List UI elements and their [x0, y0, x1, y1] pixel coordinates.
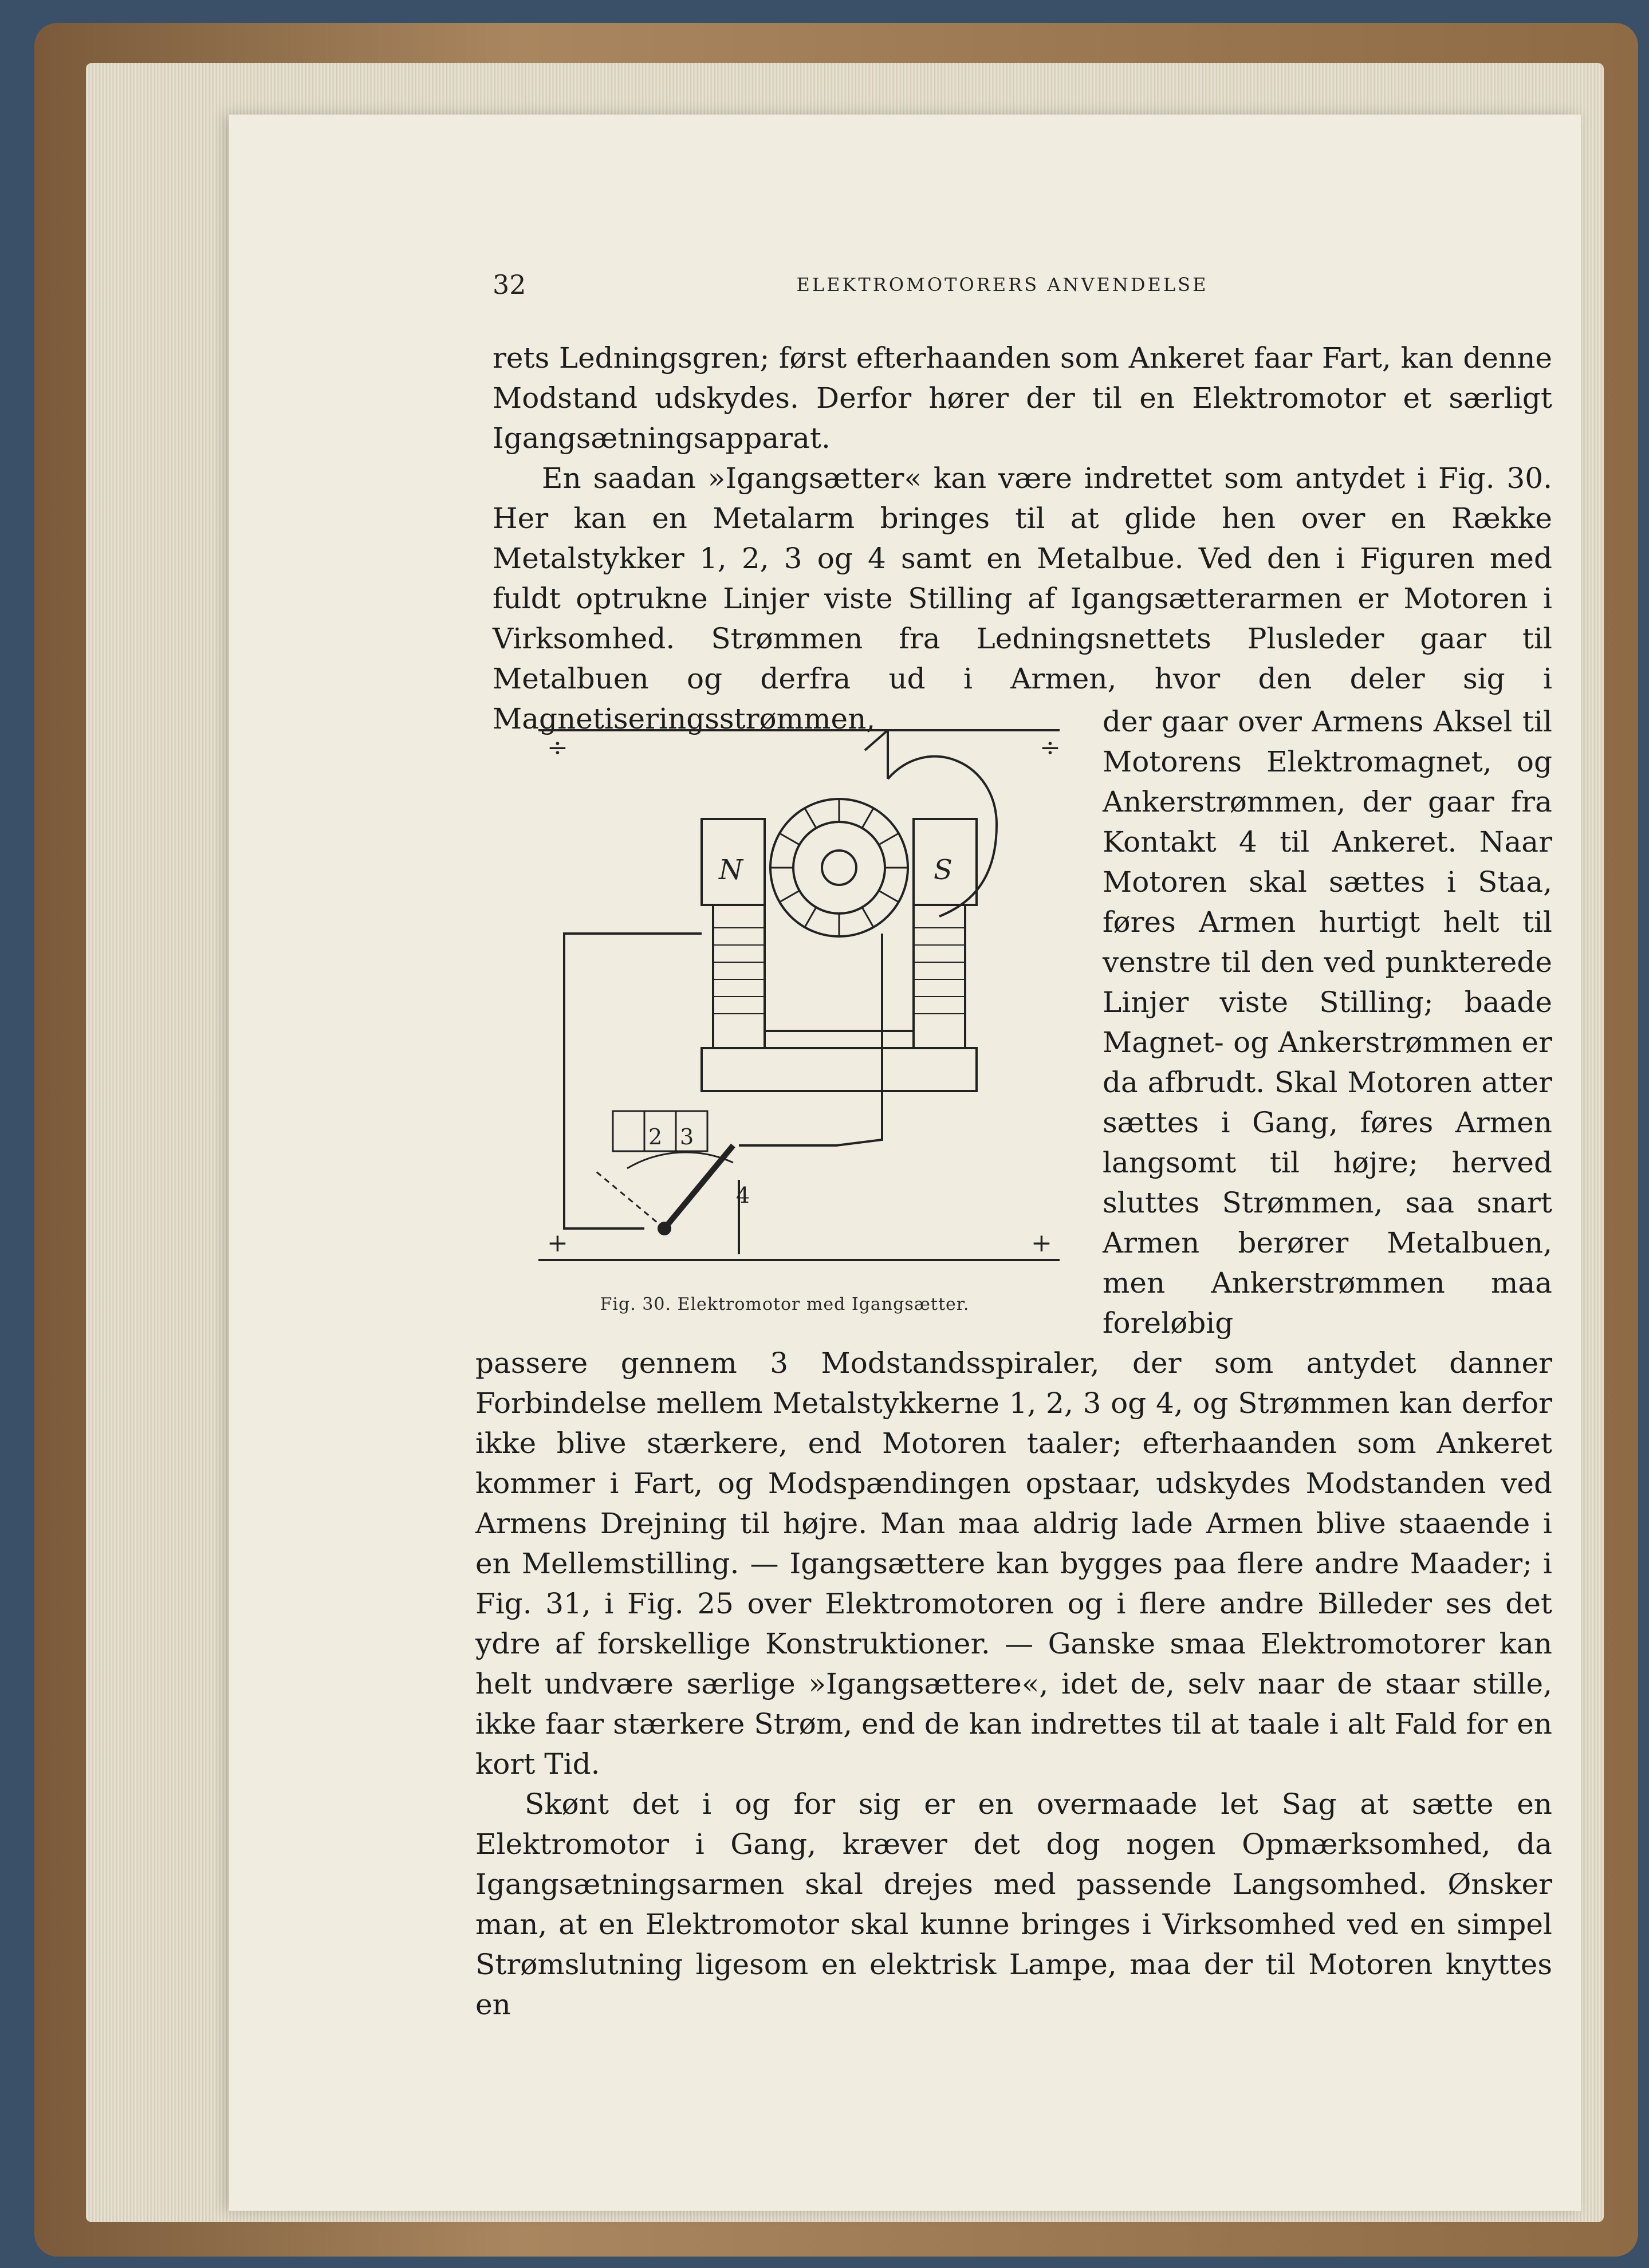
armature-lead — [739, 934, 882, 1145]
motor-starter-diagram — [493, 710, 1077, 1289]
paragraph: passere gennem 3 Modstandsspiraler, der som antydet danner Forbindelse mellem Metalstykkerne 1, 2, 3 og 4, og Strømmen kan derfor ikke blive stærkere, end Motoren taaler; efterhaanden som Ankeret kommer i Fart, og Modspændingen opstaar, udskydes Modstanden ved Armens Drejning til højre. Man maa aldrig lade Armen blive staaende i en Mellemstilling. — Igangsættere kan bygges paa flere andre Maader; i Fig. 31, i Fig. 25 over Elektromotoren og i flere andre Billeder ses det ydre af forskellige Konstruktioner. — Ganske smaa Elektromotorer kan helt undvære særlige »Igangsættere«, idet de, selv naar de staar stille, ikke faar stærkere Strøm, end de kan indrettes til at taale i alt Fald for en kort Tid. — [475, 1346, 1552, 1781]
page-number: 32 — [493, 269, 526, 300]
starter-arm — [664, 1145, 733, 1228]
yoke — [702, 1048, 977, 1091]
plus-sign-left: + — [547, 1228, 568, 1258]
text-block-top — [493, 338, 1552, 739]
armature-inner — [793, 822, 885, 914]
paragraph: rets Ledningsgren; først efterhaanden som Ankeret faar Fart, kan denne Modstand udskydes. Derfor hører der til en Elektromotor et særligt Igangsætningsapparat. — [493, 341, 1552, 455]
south-pole-label: S — [934, 854, 953, 886]
contact-3-label: 3 — [680, 1124, 694, 1149]
page-header — [493, 269, 1489, 309]
running-head: ELEKTROMOTORERS ANVENDELSE — [796, 274, 1209, 296]
text-block-side — [1103, 702, 1552, 1343]
paragraph: En saadan »Igangsætter« kan være indrettet som antydet i Fig. 30. Her kan en Metalarm bringes til at glide hen over en Række Metalstykker 1, 2, 3 og 4 samt en Metalbue. Ved den i Figuren med fuldt optrukne Linjer viste Stilling af Igangsætterarmen er Motoren i Virksomhed. Strømmen fra Ledningsnettets Plusleder gaar til Metalbuen og derfra ud i Armen, hvor den deler sig i Magnetiseringsstrømmen, — [493, 462, 1552, 735]
minus-sign-right: ÷ — [1040, 733, 1061, 762]
plus-sign-right: + — [1031, 1228, 1052, 1258]
left-field-coil — [713, 905, 765, 1048]
contact-2-label: 2 — [648, 1124, 663, 1149]
starter — [596, 1111, 750, 1234]
coil-turns — [713, 928, 965, 1014]
right-field-coil — [914, 905, 965, 1048]
figure-caption: Fig. 30. Elektromotor med Igangsætter. — [600, 1294, 970, 1314]
field-wire-left — [564, 934, 702, 1228]
starter-arm-dashed — [596, 1171, 664, 1228]
commutator — [822, 850, 856, 885]
figure-30 — [493, 710, 1077, 1323]
paragraph: der gaar over Armens Aksel til Motorens Elektromagnet, og Ankerstrømmen, der gaar fra Kontakt 4 til Ankeret. Naar Motoren skal sættes i Staa, føres Armen hurtigt helt til venstre til den ved punkterede Linjer viste Stilling; baade Magnet- og Ankerstrømmen er da afbrudt. Skal Motoren atter sættes i Gang, føres Armen langsomt til højre; herved sluttes Strømmen, saa snart Armen berører Metalbuen, men Ankerstrømmen maa foreløbig — [1103, 705, 1552, 1340]
text-block-bottom — [475, 1343, 1552, 2025]
paragraph: Skønt det i og for sig er en overmaade let Sag at sætte en Elektromotor i Gang, kræver det dog nogen Opmærksomhed, da Igangsætningsarmen skal drejes med passende Langsomhed. Ønsker man, at en Elektromotor skal kunne bringes i Virksomhed ved en simpel Strømslutning ligesom en elektrisk Lampe, maa der til Motoren knyttes en — [475, 1787, 1552, 2021]
minus-sign-left: ÷ — [547, 733, 568, 762]
north-pole-label: N — [719, 854, 743, 886]
contact-4-label: 4 — [736, 1183, 750, 1208]
